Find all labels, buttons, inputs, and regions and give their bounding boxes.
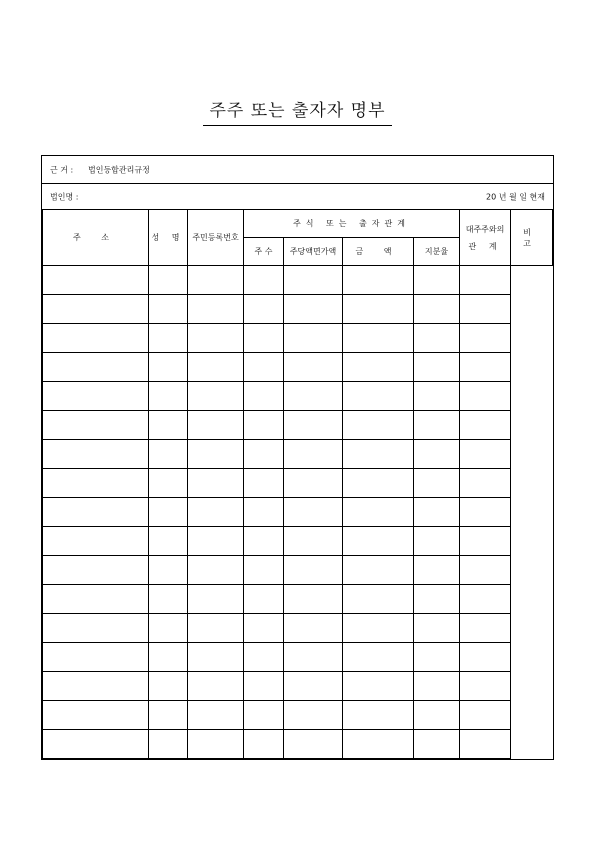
- document-title: 주주 또는 출자자 명부: [203, 96, 391, 126]
- table-row: [43, 324, 553, 353]
- table-cell[interactable]: [414, 498, 460, 527]
- table-cell[interactable]: [188, 295, 244, 324]
- table-cell[interactable]: [244, 324, 284, 353]
- table-cell[interactable]: [244, 353, 284, 382]
- table-cell[interactable]: [244, 556, 284, 585]
- table-cell[interactable]: [244, 527, 284, 556]
- table-row: [43, 295, 553, 324]
- table-cell[interactable]: [284, 295, 343, 324]
- table-row: [43, 701, 553, 730]
- table-cell[interactable]: [149, 411, 188, 440]
- title-area: [0, 96, 595, 126]
- table-cell[interactable]: [460, 701, 511, 730]
- table-row: [43, 382, 553, 411]
- table-cell[interactable]: [43, 266, 149, 295]
- table-cell[interactable]: [414, 440, 460, 469]
- table-row: [43, 730, 553, 759]
- table-cell[interactable]: [244, 585, 284, 614]
- as-of-date: 20 년 월 일 현재: [486, 192, 545, 201]
- header-relation: [460, 210, 511, 266]
- table-cell[interactable]: [284, 382, 343, 411]
- table-cell[interactable]: [149, 324, 188, 353]
- table-row: [43, 353, 553, 382]
- table-row: [43, 498, 553, 527]
- table-cell[interactable]: [188, 730, 244, 759]
- table-cell[interactable]: [43, 643, 149, 672]
- table-cell[interactable]: [414, 527, 460, 556]
- table-cell[interactable]: [149, 266, 188, 295]
- table-cell[interactable]: [244, 672, 284, 701]
- table-cell[interactable]: [244, 469, 284, 498]
- table-cell[interactable]: [149, 498, 188, 527]
- table-cell[interactable]: [284, 672, 343, 701]
- table-cell[interactable]: [414, 585, 460, 614]
- table-cell[interactable]: [284, 527, 343, 556]
- table-cell[interactable]: [414, 701, 460, 730]
- basis-value: 법인등합관리규정: [88, 165, 150, 174]
- table-cell[interactable]: [460, 730, 511, 759]
- table-cell[interactable]: [43, 382, 149, 411]
- table-cell[interactable]: [43, 411, 149, 440]
- table-cell[interactable]: [460, 266, 511, 295]
- table-row: [43, 411, 553, 440]
- table-cell[interactable]: [188, 585, 244, 614]
- table-row: [43, 585, 553, 614]
- header-relation-line2: 관 계: [468, 241, 502, 251]
- table-cell[interactable]: [149, 672, 188, 701]
- table-cell[interactable]: [244, 440, 284, 469]
- table-cell[interactable]: [284, 440, 343, 469]
- table-cell[interactable]: [149, 556, 188, 585]
- table-cell[interactable]: [149, 382, 188, 411]
- table-cell[interactable]: [343, 266, 414, 295]
- table-cell[interactable]: [149, 643, 188, 672]
- table-cell[interactable]: [284, 556, 343, 585]
- header-remarks: 비 고: [511, 210, 553, 266]
- table-cell[interactable]: [149, 295, 188, 324]
- table-cell[interactable]: [43, 353, 149, 382]
- table-cell[interactable]: [149, 527, 188, 556]
- shareholder-table: [42, 209, 553, 759]
- table-cell[interactable]: [149, 469, 188, 498]
- table-cell[interactable]: [284, 411, 343, 440]
- table-cell[interactable]: [460, 440, 511, 469]
- table-cell[interactable]: [343, 295, 414, 324]
- subheader-ratio: 지분율: [414, 238, 460, 266]
- table-cell[interactable]: [343, 730, 414, 759]
- table-cell[interactable]: [414, 469, 460, 498]
- table-cell[interactable]: [284, 353, 343, 382]
- table-row: [43, 672, 553, 701]
- header-address: 주 소: [43, 210, 149, 266]
- table-row: [43, 527, 553, 556]
- table-cell[interactable]: [188, 701, 244, 730]
- table-cell[interactable]: [460, 527, 511, 556]
- table-cell[interactable]: [414, 614, 460, 643]
- table-cell[interactable]: [460, 324, 511, 353]
- table-cell[interactable]: [460, 614, 511, 643]
- table-cell[interactable]: [343, 643, 414, 672]
- table-cell[interactable]: [188, 527, 244, 556]
- table-cell[interactable]: [460, 672, 511, 701]
- table-cell[interactable]: [284, 324, 343, 353]
- table-cell[interactable]: [244, 730, 284, 759]
- table-cell[interactable]: [343, 411, 414, 440]
- table-cell[interactable]: [460, 382, 511, 411]
- table-cell[interactable]: [188, 469, 244, 498]
- table-cell[interactable]: [414, 266, 460, 295]
- table-cell[interactable]: [284, 614, 343, 643]
- table-cell[interactable]: [414, 730, 460, 759]
- header-relation-line1: 대주주와의: [465, 224, 505, 234]
- table-cell[interactable]: [343, 440, 414, 469]
- table-cell[interactable]: [343, 701, 414, 730]
- table-cell[interactable]: [343, 353, 414, 382]
- table-cell[interactable]: [414, 353, 460, 382]
- table-cell[interactable]: [244, 701, 284, 730]
- table-cell[interactable]: [414, 556, 460, 585]
- table-cell[interactable]: [188, 498, 244, 527]
- table-cell[interactable]: [244, 295, 284, 324]
- table-cell[interactable]: [149, 353, 188, 382]
- table-row: [43, 556, 553, 585]
- table-cell[interactable]: [284, 701, 343, 730]
- table-cell[interactable]: [43, 614, 149, 643]
- table-cell[interactable]: [343, 614, 414, 643]
- table-cell[interactable]: [244, 643, 284, 672]
- table-cell[interactable]: [343, 527, 414, 556]
- table-cell[interactable]: [414, 411, 460, 440]
- table-cell[interactable]: [414, 382, 460, 411]
- table-cell[interactable]: [149, 730, 188, 759]
- table-cell[interactable]: [284, 730, 343, 759]
- table-cell[interactable]: [188, 353, 244, 382]
- table-cell[interactable]: [343, 585, 414, 614]
- table-cell[interactable]: [414, 295, 460, 324]
- table-cell[interactable]: [188, 266, 244, 295]
- table-cell[interactable]: [149, 614, 188, 643]
- table-cell[interactable]: [188, 672, 244, 701]
- table-cell[interactable]: [343, 382, 414, 411]
- table-cell[interactable]: [343, 672, 414, 701]
- table-cell[interactable]: [188, 614, 244, 643]
- table-cell[interactable]: [43, 527, 149, 556]
- table-cell[interactable]: [43, 730, 149, 759]
- table-cell[interactable]: [343, 556, 414, 585]
- table-cell[interactable]: [149, 701, 188, 730]
- table-cell[interactable]: [149, 440, 188, 469]
- subheader-par-value: 주당액면가액: [284, 238, 343, 266]
- table-cell[interactable]: [244, 266, 284, 295]
- table-cell[interactable]: [460, 498, 511, 527]
- table-cell[interactable]: [460, 585, 511, 614]
- header-name: 성 명: [149, 210, 188, 266]
- table-cell[interactable]: [244, 382, 284, 411]
- table-cell[interactable]: [343, 469, 414, 498]
- table-cell[interactable]: [188, 643, 244, 672]
- table-cell[interactable]: [460, 411, 511, 440]
- table-cell[interactable]: [43, 295, 149, 324]
- table-cell[interactable]: [343, 498, 414, 527]
- table-cell[interactable]: [244, 498, 284, 527]
- basis-label: 근 거 :: [50, 165, 74, 174]
- subheader-shares: 주 수: [244, 238, 284, 266]
- table-cell[interactable]: [284, 643, 343, 672]
- table-cell[interactable]: [414, 643, 460, 672]
- table-row: [43, 266, 553, 295]
- table-cell[interactable]: [43, 324, 149, 353]
- table-row: [43, 643, 553, 672]
- table-cell[interactable]: [149, 585, 188, 614]
- header-resident-number: 주민등록번호: [188, 210, 244, 266]
- table-cell[interactable]: [414, 672, 460, 701]
- table-cell[interactable]: [460, 353, 511, 382]
- table-cell[interactable]: [43, 498, 149, 527]
- table-cell[interactable]: [284, 469, 343, 498]
- table-cell[interactable]: [43, 672, 149, 701]
- register-form: [41, 155, 554, 760]
- table-cell[interactable]: [460, 643, 511, 672]
- table-row: [43, 469, 553, 498]
- header-share-group: 주식 또는 출자관계: [244, 210, 460, 238]
- table-cell[interactable]: [343, 324, 414, 353]
- table-cell[interactable]: [244, 411, 284, 440]
- basis-row: [42, 156, 553, 184]
- subheader-amount: 금 액: [343, 238, 414, 266]
- table-row: [43, 440, 553, 469]
- corp-name-label: 법인명 :: [50, 192, 79, 201]
- table-cell[interactable]: [43, 469, 149, 498]
- table-cell[interactable]: [43, 585, 149, 614]
- table-cell[interactable]: [43, 556, 149, 585]
- table-cell[interactable]: [460, 556, 511, 585]
- table-cell[interactable]: [188, 382, 244, 411]
- table-cell[interactable]: [460, 295, 511, 324]
- header-row: [43, 210, 553, 238]
- table-row: [43, 614, 553, 643]
- corp-row: [42, 184, 553, 209]
- table-cell[interactable]: [188, 324, 244, 353]
- table-cell[interactable]: [460, 469, 511, 498]
- table-cell[interactable]: [188, 411, 244, 440]
- table-cell[interactable]: [284, 585, 343, 614]
- table-cell[interactable]: [284, 266, 343, 295]
- table-cell[interactable]: [43, 440, 149, 469]
- table-cell[interactable]: [188, 440, 244, 469]
- table-cell[interactable]: [188, 556, 244, 585]
- table-cell[interactable]: [244, 614, 284, 643]
- table-cell[interactable]: [43, 701, 149, 730]
- table-cell[interactable]: [284, 498, 343, 527]
- table-cell[interactable]: [414, 324, 460, 353]
